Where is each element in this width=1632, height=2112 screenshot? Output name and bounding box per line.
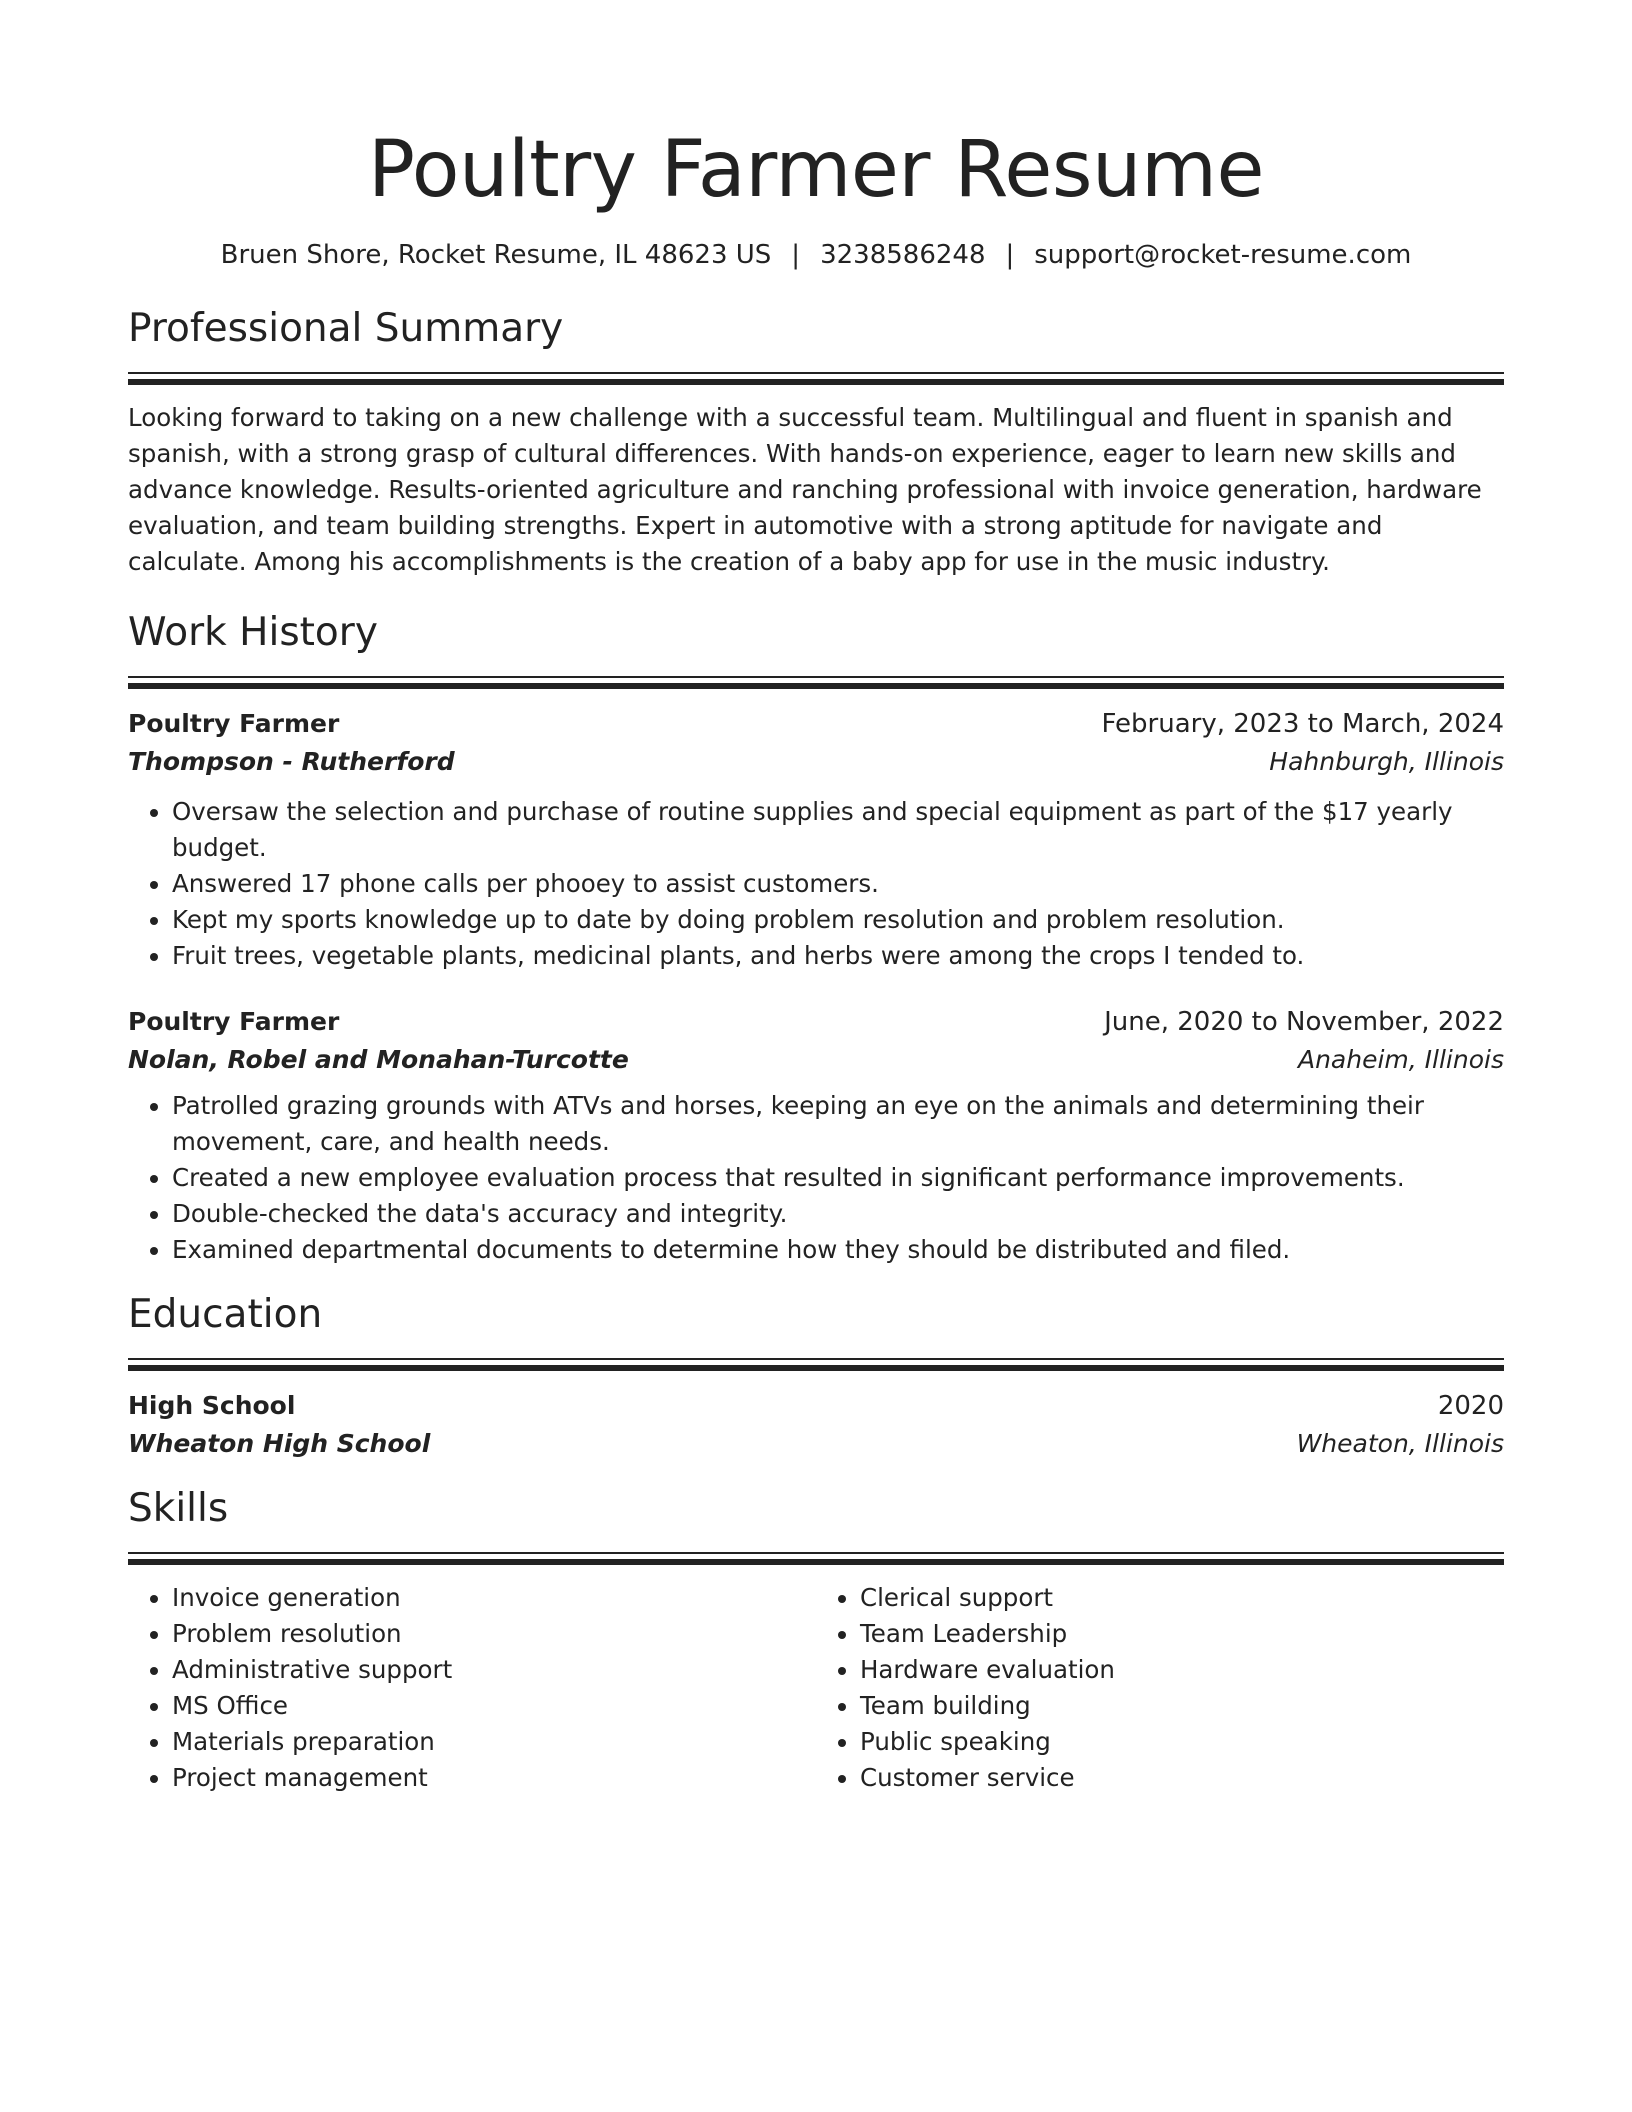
skill-item: • Public speaking <box>860 1724 1504 1760</box>
education-school-row <box>128 1424 1504 1464</box>
education-entry <box>128 1388 1504 1464</box>
list-item: • Oversaw the selection and purchase of routine supplies and special equipment as part of the $17 yearly budget. <box>172 794 1504 866</box>
degree: High School <box>128 1391 296 1420</box>
work-history-section <box>128 608 1504 1268</box>
skills-list-left <box>128 1580 816 1796</box>
email: support@rocket-resume.com <box>1034 240 1412 270</box>
skill-item: • Hardware evaluation <box>860 1652 1504 1688</box>
job-bullets <box>128 794 1504 974</box>
skills-columns <box>128 1580 1504 1796</box>
job-entry <box>128 706 1504 974</box>
job-company: Nolan, Robel and Monahan-Turcotte <box>128 1045 629 1074</box>
section-divider <box>128 372 1504 386</box>
summary-text: Looking forward to taking on a new challenge with a successful team. Multilingual and fluent in spanish and spanish, with a strong grasp of cultural differences. With hands-on experience, eager to learn new skills and advance knowledge. Results-oriented agriculture and ranching professional with invoice generation, hardware evaluation, and team building strengths. Expert in automotive with a strong aptitude for navigate and calculate. Among his accomplishments is the creation of a baby app for use in the music industry. <box>128 403 1482 576</box>
skill-item: • Invoice generation <box>172 1580 816 1616</box>
address: Bruen Shore, Rocket Resume, IL 48623 US <box>220 240 772 270</box>
education-year: 2020 <box>1437 1391 1504 1421</box>
list-item: • Answered 17 phone calls per phooey to assist customers. <box>172 866 1504 902</box>
list-item: • Fruit trees, vegetable plants, medicinal plants, and herbs were among the crops I tended to. <box>172 938 1504 974</box>
list-item: • Examined departmental documents to determine how they should be distributed and filed. <box>172 1232 1504 1268</box>
resume-title: Poultry Farmer Resume <box>368 125 1264 215</box>
section-heading-summary: Professional Summary <box>128 306 564 351</box>
skill-item: • Team Leadership <box>860 1616 1504 1652</box>
list-item: • Double-checked the data's accuracy and integrity. <box>172 1196 1504 1232</box>
job-company: Thompson - Rutherford <box>128 747 455 776</box>
skill-item: • MS Office <box>172 1688 816 1724</box>
job-location: Anaheim, Illinois <box>1297 1045 1504 1074</box>
job-title: Poultry Farmer <box>128 1007 340 1036</box>
section-heading-work-history: Work History <box>128 610 378 655</box>
list-item: • Created a new employee evaluation process that resulted in significant performance improvements. <box>172 1160 1504 1196</box>
phone: 3238586248 <box>820 240 986 270</box>
section-divider <box>128 1358 1504 1372</box>
skill-item: • Team building <box>860 1688 1504 1724</box>
skill-item: • Problem resolution <box>172 1616 816 1652</box>
job-entry <box>128 1004 1504 1268</box>
contact-separator: | <box>791 240 801 270</box>
section-divider <box>128 676 1504 690</box>
list-item: • Patrolled grazing grounds with ATVs and horses, keeping an eye on the animals and determining their movement, care, and health needs. <box>172 1088 1504 1160</box>
section-divider <box>128 1552 1504 1566</box>
skills-list-right <box>816 1580 1504 1796</box>
school-name: Wheaton High School <box>128 1429 431 1458</box>
job-dates: February, 2023 to March, 2024 <box>1101 709 1504 739</box>
job-company-row <box>128 1040 1504 1080</box>
job-header-row <box>128 706 1504 742</box>
job-bullets <box>128 1088 1504 1268</box>
skill-item: • Administrative support <box>172 1652 816 1688</box>
job-location: Hahnburgh, Illinois <box>1269 747 1504 776</box>
section-heading-education: Education <box>128 1292 323 1337</box>
job-dates: June, 2020 to November, 2022 <box>1104 1007 1504 1037</box>
skill-item: • Customer service <box>860 1760 1504 1796</box>
skills-section <box>128 1484 1504 1796</box>
education-header-row <box>128 1388 1504 1424</box>
skill-item: • Materials preparation <box>172 1724 816 1760</box>
job-title: Poultry Farmer <box>128 709 340 738</box>
section-heading-skills: Skills <box>128 1486 229 1531</box>
job-header-row <box>128 1004 1504 1040</box>
contact-line <box>128 238 1504 272</box>
skill-item: • Clerical support <box>860 1580 1504 1616</box>
contact-separator: | <box>1005 240 1015 270</box>
summary-section <box>128 304 1504 580</box>
education-section <box>128 1290 1504 1464</box>
skill-item: • Project management <box>172 1760 816 1796</box>
list-item: • Kept my sports knowledge up to date by doing problem resolution and problem resolution. <box>172 902 1504 938</box>
school-location: Wheaton, Illinois <box>1296 1429 1504 1458</box>
job-company-row <box>128 742 1504 782</box>
